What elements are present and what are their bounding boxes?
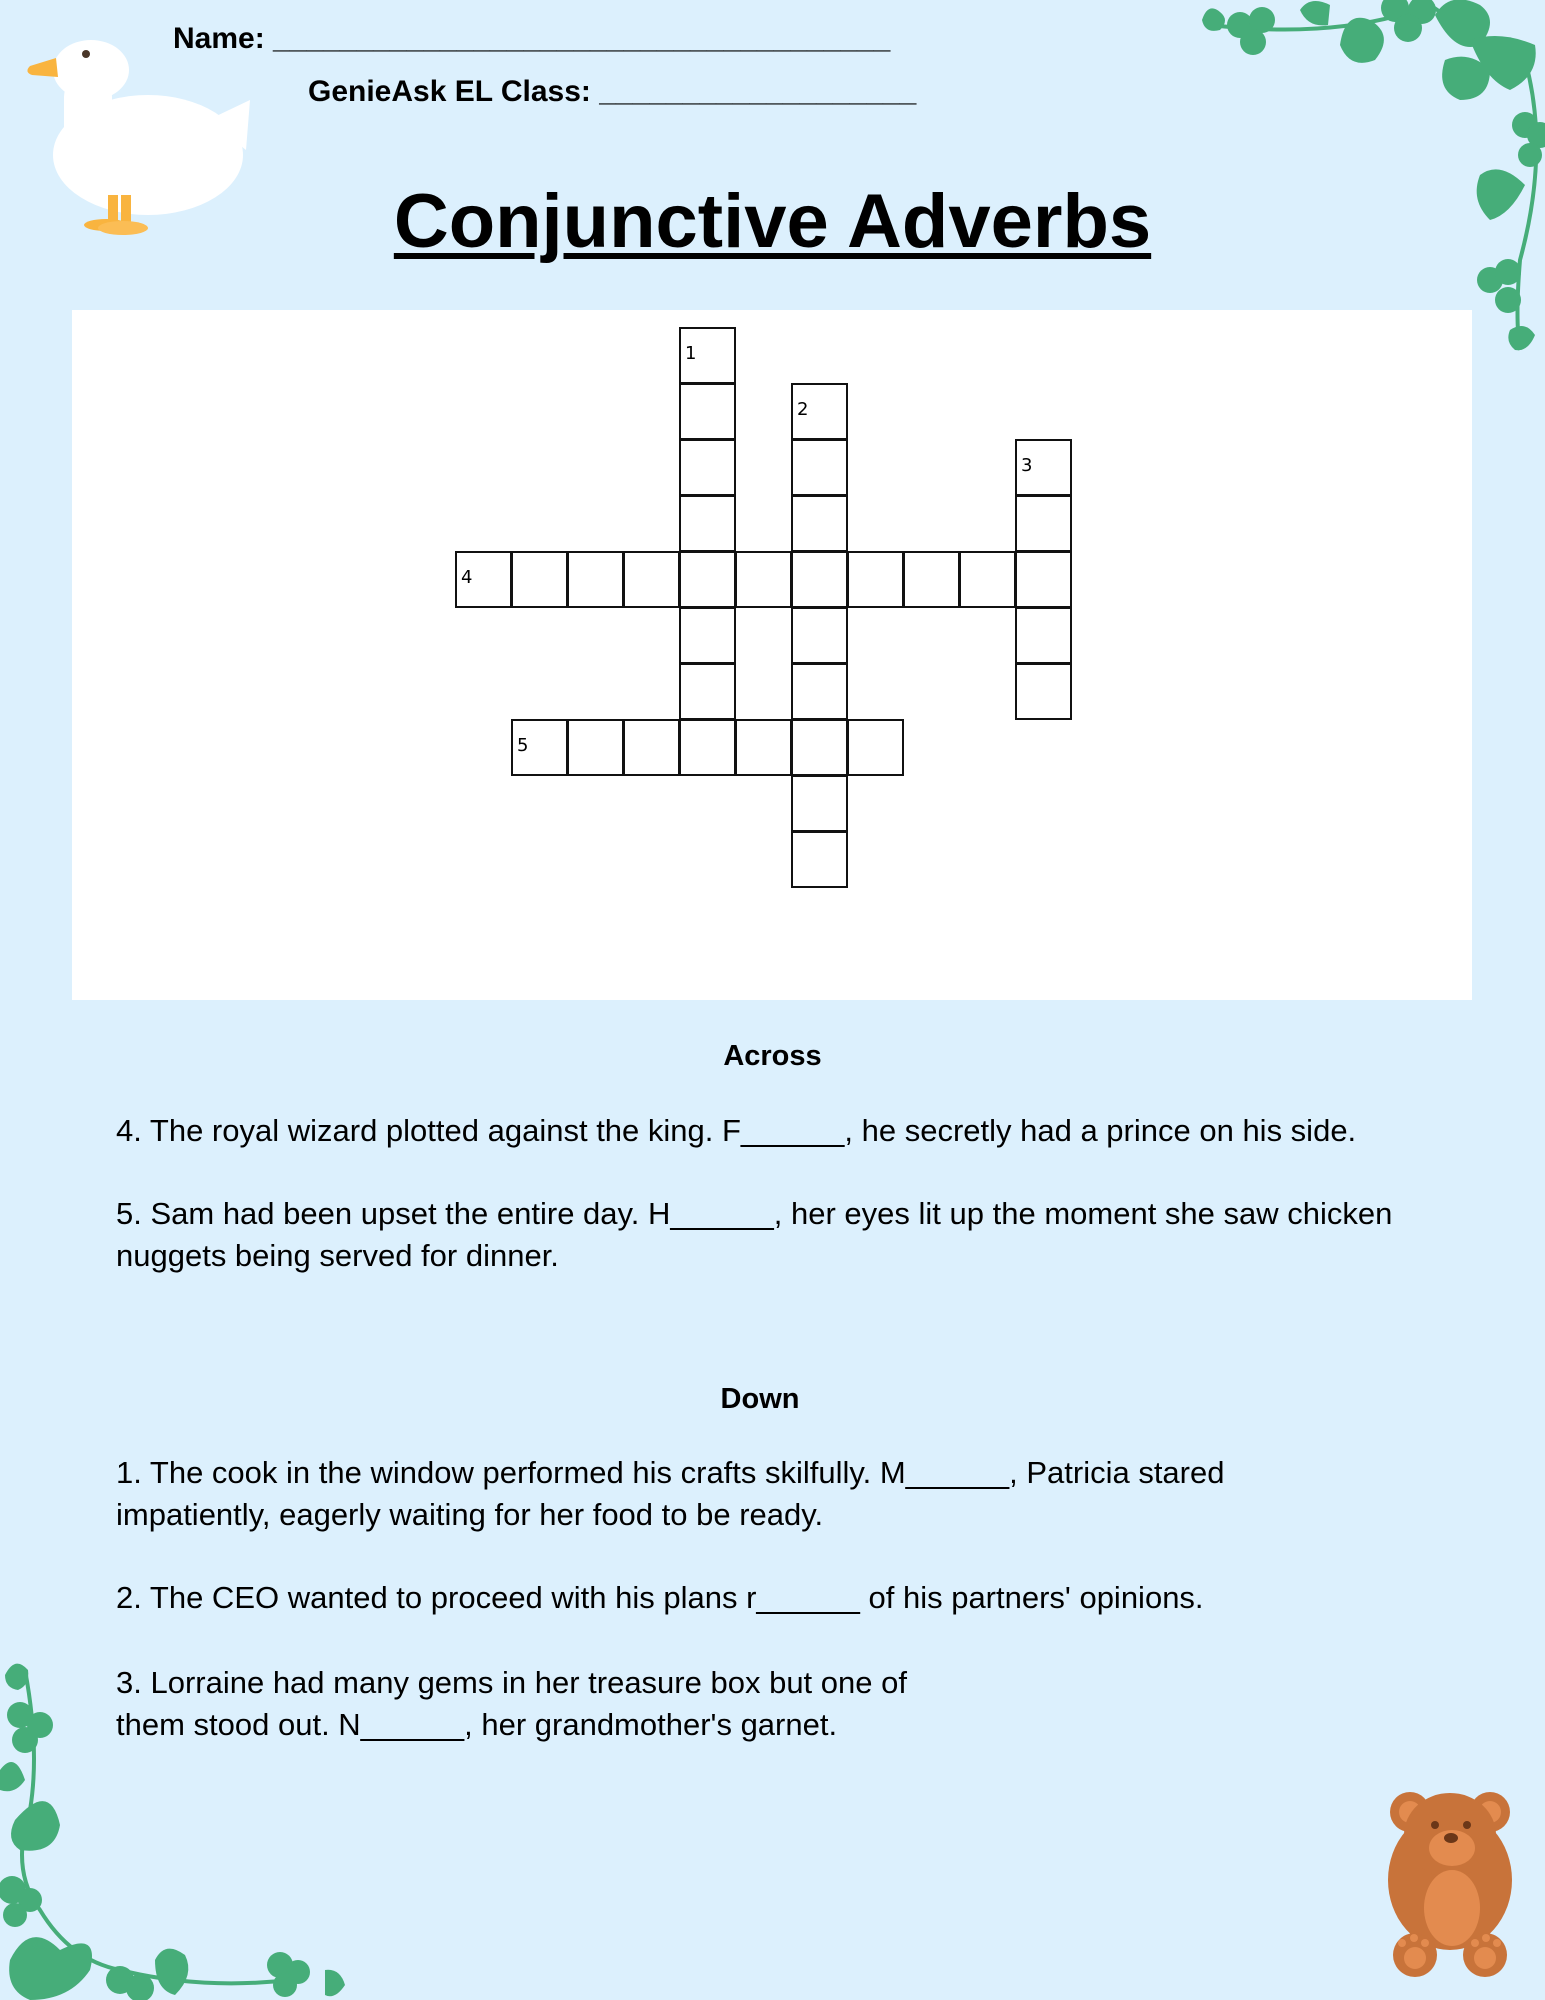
crossword-cell[interactable]	[567, 719, 624, 776]
name-field-label[interactable]: Name: _____________________________________	[173, 22, 891, 55]
crossword-cell[interactable]	[791, 775, 848, 832]
across-clue-5: 5. Sam had been upset the entire day. H______, her eyes lit up the moment she saw chicken nuggets being served for dinner.	[116, 1196, 1393, 1273]
crossword-cell[interactable]	[791, 831, 848, 888]
crossword-cell[interactable]	[1015, 607, 1072, 664]
crossword-cell[interactable]	[847, 719, 904, 776]
crossword-cell[interactable]	[1015, 495, 1072, 552]
crossword-cell[interactable]	[903, 551, 960, 608]
crossword-cell[interactable]	[679, 663, 736, 720]
down-heading: Down	[720, 1383, 800, 1415]
clue-number: 3	[1021, 455, 1033, 476]
crossword-cell[interactable]	[847, 551, 904, 608]
crossword-cell[interactable]	[791, 439, 848, 496]
crossword-cell[interactable]	[1015, 551, 1072, 608]
crossword-cell[interactable]	[567, 551, 624, 608]
across-heading: Across	[723, 1040, 822, 1072]
crossword-cell[interactable]	[623, 551, 680, 608]
crossword-cell[interactable]	[791, 607, 848, 664]
down-clue-1: 1. The cook in the window performed his crafts skilfully. M______, Patricia stared impatiently, eagerly waiting for her food to be ready.	[116, 1455, 1225, 1532]
down-clue-3: 3. Lorraine had many gems in her treasure box but one of them stood out. N______, her grandmother's garnet.	[116, 1665, 907, 1742]
crossword-cell[interactable]	[679, 719, 736, 776]
page-title: Conjunctive Adverbs	[393, 179, 1152, 264]
crossword-cell[interactable]	[1015, 663, 1072, 720]
down-clue-2: 2. The CEO wanted to proceed with his plans r______ of his partners' opinions.	[116, 1580, 1204, 1615]
crossword-cell[interactable]	[511, 551, 568, 608]
crossword-cell[interactable]	[735, 719, 792, 776]
crossword-cell[interactable]	[791, 495, 848, 552]
crossword-cell[interactable]	[791, 719, 848, 776]
crossword-cell[interactable]	[791, 383, 848, 440]
clue-number: 5	[517, 735, 529, 756]
crossword-cell[interactable]	[679, 495, 736, 552]
class-field-label[interactable]: GenieAsk EL Class: ___________________	[308, 75, 917, 108]
crossword-cell[interactable]	[511, 719, 568, 776]
crossword-cell[interactable]	[679, 383, 736, 440]
crossword-cell[interactable]	[791, 663, 848, 720]
clover-vine-top-right-icon	[1190, 0, 1545, 360]
crossword-cell[interactable]	[791, 551, 848, 608]
across-clue-4: 4. The royal wizard plotted against the king. F______, he secretly had a prince on his side.	[116, 1113, 1357, 1148]
crossword-cell[interactable]	[679, 439, 736, 496]
crossword-cell[interactable]	[455, 551, 512, 608]
crossword-cell[interactable]	[679, 551, 736, 608]
teddy-bear-icon	[1380, 1780, 1520, 1980]
crossword-cell[interactable]	[1015, 439, 1072, 496]
crossword-cell[interactable]	[679, 607, 736, 664]
clover-vine-bottom-left-icon	[0, 1650, 350, 2000]
crossword-cell[interactable]	[623, 719, 680, 776]
clue-number: 1	[685, 343, 697, 364]
crossword-cell[interactable]	[959, 551, 1016, 608]
crossword-board	[72, 310, 1472, 1000]
clue-number: 2	[797, 399, 809, 420]
clue-number: 4	[461, 567, 473, 588]
crossword-cell[interactable]	[735, 551, 792, 608]
crossword-cell[interactable]	[679, 327, 736, 384]
